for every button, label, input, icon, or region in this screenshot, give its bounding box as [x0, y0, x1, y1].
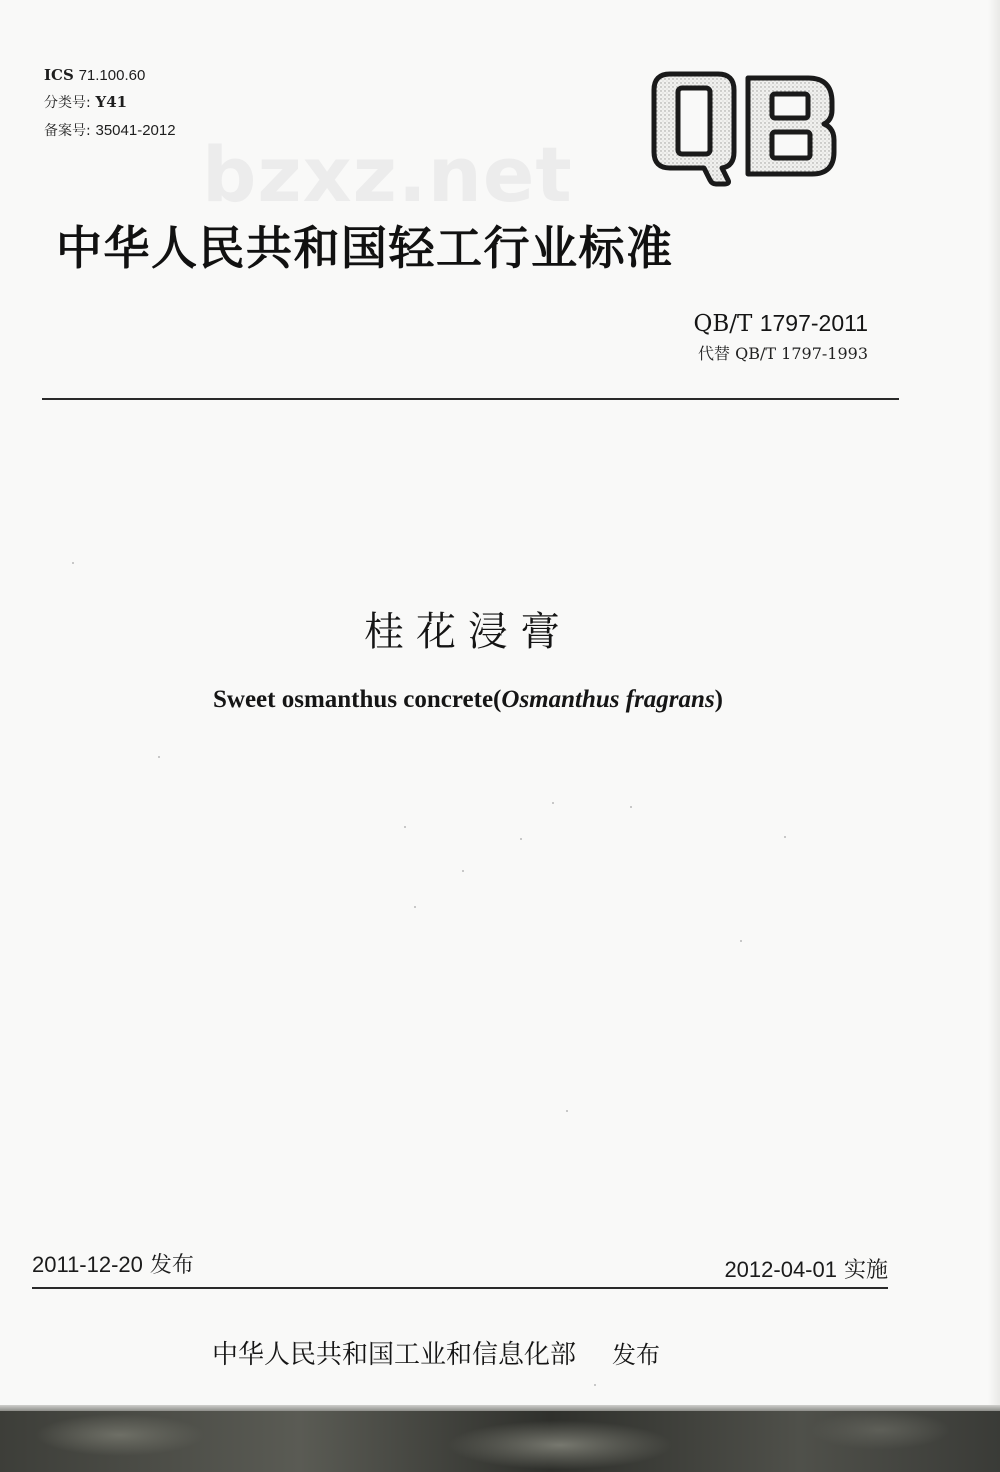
- replaces-code: QB/T 1797-1993: [735, 344, 868, 363]
- publisher-action: 发布: [612, 1341, 661, 1369]
- class-label: 分类号:: [44, 95, 91, 111]
- product-name-en-latin: Osmanthus fragrans: [501, 686, 715, 713]
- standard-prefix: QB/T: [693, 311, 753, 337]
- scan-speck: [462, 870, 464, 872]
- top-divider: [42, 398, 899, 400]
- product-name-en-plain: Sweet osmanthus concrete(: [213, 686, 502, 713]
- standard-number: 1797-2011: [759, 310, 868, 336]
- scan-speck: [404, 826, 406, 828]
- scan-speck: [520, 838, 522, 840]
- ics-label: ICS: [44, 66, 74, 84]
- product-name-cn: 桂花浸膏: [364, 609, 572, 655]
- standard-code-block: [694, 310, 868, 364]
- class-value: Y41: [95, 93, 128, 111]
- page-edge-shadow: [988, 0, 1000, 1405]
- replaces-line: [694, 341, 868, 364]
- metadata-block: [44, 62, 176, 145]
- scan-speck: [414, 906, 416, 908]
- page-bottom-edge: [0, 1405, 1000, 1411]
- ics-row: [44, 62, 176, 89]
- issue-label: 发布: [149, 1253, 194, 1278]
- issue-date: 2011-12-20: [32, 1252, 143, 1277]
- scan-speck: [566, 1110, 568, 1112]
- replaces-label: 代替: [698, 344, 731, 363]
- standard-code: [694, 310, 868, 337]
- record-row: [44, 117, 176, 145]
- record-value: 35041-2012: [95, 122, 176, 139]
- issue-date-line: [32, 1248, 194, 1279]
- publisher-name: 中华人民共和国工业和信息化部: [212, 1340, 577, 1370]
- product-name-en-close: ): [714, 686, 723, 713]
- publisher-line: [212, 1334, 660, 1371]
- implement-label: 实施: [843, 1258, 888, 1283]
- scan-speck: [72, 562, 74, 564]
- ics-value: 71.100.60: [78, 67, 146, 84]
- bottom-divider: [32, 1287, 888, 1289]
- scan-speck: [784, 836, 786, 838]
- scan-speck: [158, 756, 160, 758]
- qb-logo: [648, 70, 838, 190]
- standard-category-title: 中华人民共和国轻工行业标准: [56, 221, 674, 275]
- implement-date-line: [724, 1253, 888, 1284]
- scan-speck: [552, 802, 554, 804]
- implement-date: 2012-04-01: [724, 1257, 837, 1282]
- product-name-en: [0, 686, 936, 714]
- record-label: 备案号:: [44, 123, 91, 139]
- background-photo-strip: [0, 1405, 1000, 1472]
- scan-speck: [630, 806, 632, 808]
- class-row: [44, 89, 176, 117]
- scan-speck: [594, 1384, 596, 1386]
- watermark-text: bzxz.net: [202, 130, 573, 219]
- scan-speck: [740, 940, 742, 942]
